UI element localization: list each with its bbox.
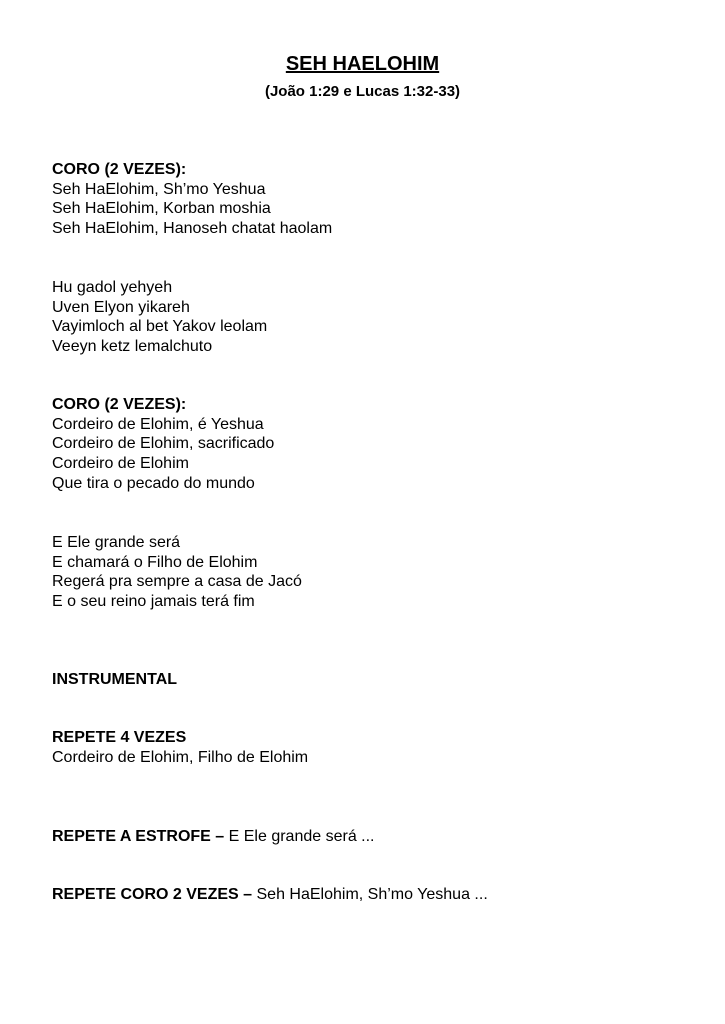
repeat-strophe-label: REPETE A ESTROFE – bbox=[52, 828, 225, 845]
instrumental-heading: INSTRUMENTAL bbox=[52, 671, 178, 688]
verse-hebrew-section bbox=[52, 278, 267, 357]
repeat-four-heading: REPETE 4 VEZES bbox=[52, 729, 187, 746]
repeat-chorus-instruction bbox=[52, 885, 488, 905]
lyric-line: Regerá pra sempre a casa de Jacó bbox=[52, 573, 302, 591]
lyric-line: E o seu reino jamais terá fim bbox=[52, 593, 255, 611]
lyric-line: Cordeiro de Elohim, Filho de Elohim bbox=[52, 748, 309, 766]
song-title: SEH HAELOHIM bbox=[285, 53, 440, 75]
lyric-line: Cordeiro de Elohim bbox=[52, 455, 189, 473]
instrumental-section bbox=[52, 670, 177, 690]
chorus-hebrew-section bbox=[52, 160, 332, 239]
chorus-heading: CORO (2 VEZES): bbox=[52, 396, 187, 413]
lyric-line: Veeyn ketz lemalchuto bbox=[52, 338, 213, 356]
lyric-line: Que tira o pecado do mundo bbox=[52, 474, 255, 492]
lyric-line: E chamará o Filho de Elohim bbox=[52, 553, 258, 571]
chorus-portuguese-section bbox=[52, 395, 274, 494]
repeat-chorus-label: REPETE CORO 2 VEZES – bbox=[52, 886, 253, 903]
lyric-line: Seh HaElohim, Sh’mo Yeshua bbox=[52, 180, 266, 198]
lyric-line: E Ele grande será bbox=[52, 534, 181, 551]
lyric-line: Uven Elyon yikareh bbox=[52, 298, 190, 316]
lyric-line: Hu gadol yehyeh bbox=[52, 279, 173, 296]
repeat-strophe-instruction bbox=[52, 827, 375, 847]
lyric-line: Cordeiro de Elohim, é Yeshua bbox=[52, 415, 264, 433]
verse-portuguese-section bbox=[52, 533, 302, 612]
song-subtitle-reference: (João 1:29 e Lucas 1:32-33) bbox=[264, 83, 461, 100]
lyric-line: Seh HaElohim, Korban moshia bbox=[52, 200, 271, 218]
lyric-line: Vayimloch al bet Yakov leolam bbox=[52, 318, 268, 336]
chorus-heading: CORO (2 VEZES): bbox=[52, 161, 187, 178]
repeat-chorus-text: Seh HaElohim, Sh’mo Yeshua ... bbox=[252, 886, 488, 903]
lyric-line: Seh HaElohim, Hanoseh chatat haolam bbox=[52, 220, 333, 238]
lyric-line: Cordeiro de Elohim, sacrificado bbox=[52, 435, 275, 453]
repeat-four-section bbox=[52, 728, 308, 767]
repeat-strophe-text: E Ele grande será ... bbox=[224, 828, 375, 845]
